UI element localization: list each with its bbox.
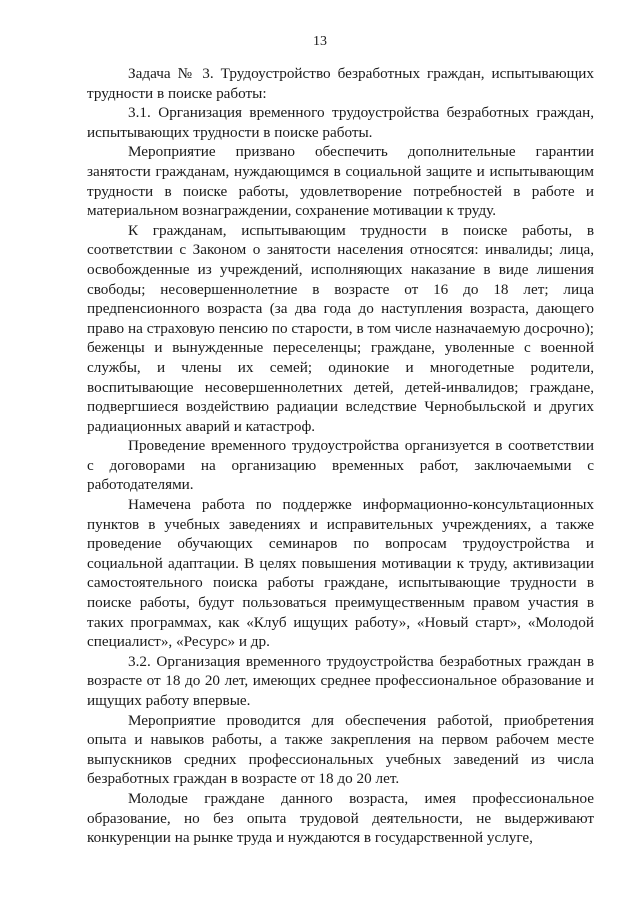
paragraph-young-citizens: Молодые граждане данного возраста, имея профессиональное образование, но без опыта трудовой деятельности, не выдерживают конкуренции на рынке труда и нуждаются в государственной услуге, [87, 789, 594, 847]
section-3-2-heading: 3.2. Организация временного трудоустройства безработных граждан в возрасте от 18 до 20 лет, имеющих среднее профессиональное образование и ищущих работу впервые. [87, 652, 594, 709]
task-3-heading: Задача № 3. Трудоустройство безработных граждан, испытывающих трудности в поиске работы: [87, 65, 594, 102]
paragraph-consulting-points: Намечена работа по поддержке информационно-консультационных пунктов в учебных заведениях и исправительных учреждениях, а также проведение обучающих семинаров по вопросам трудоустройства и социальной адаптации. В целях повышения мотивации к труду, активизации самостоятельного поиска работы граждане, испытывающие трудности в поиске работы, будут пользоваться преимущественным правом участия в таких программах, как «Клуб ищущих работу», «Новый старт», «Молодой специалист», «Ресурс» и др. [87, 496, 594, 651]
page-number: 13 [313, 34, 327, 49]
paragraph-contracts: Проведение временного трудоустройства организуется в соответствии с договорами на организацию временных работ, заключаемыми с работодателями. [87, 437, 594, 494]
paragraph-purpose: Мероприятие призвано обеспечить дополнительные гарантии занятости гражданам, нуждающимся в социальной защите и испытывающим трудности в поиске работы, удовлетворение потребностей в работе и материальном вознаграждении, сохранение мотивации к труду. [87, 143, 594, 220]
section-3-1-heading: 3.1. Организация временного трудоустройства безработных граждан, испытывающих трудности в поиске работы. [87, 104, 594, 141]
paragraph-eligible-citizens: К гражданам, испытывающим трудности в поиске работы, в соответствии с Законом о занятости населения относятся: инвалиды; лица, освобожденные из учреждений, исполняющих наказание в виде лишения свободы; несовершеннолетние в возрасте от 16 до 18 лет; лица предпенсионного возраста (за два года до наступления возраста, дающего право на страховую пенсию по старости, в том числе назначаемую досрочно); беженцы и вынужденные переселенцы; граждане, уволенные с военной службы, и члены их семей; одинокие и многодетные родители, воспитывающие несовершеннолетних детей, детей-инвалидов; граждане, подвергшиеся воздействию радиации вследствие Чернобыльской и других радиационных аварий и катастроф. [87, 221, 594, 435]
document-body [87, 64, 594, 848]
paragraph-graduates: Мероприятие проводится для обеспечения работой, приобретения опыта и навыков работы, а также закрепления на первом рабочем месте выпускников средних профессиональных учебных заведений из числа безработных граждан в возрасте от 18 до 20 лет. [87, 711, 594, 788]
